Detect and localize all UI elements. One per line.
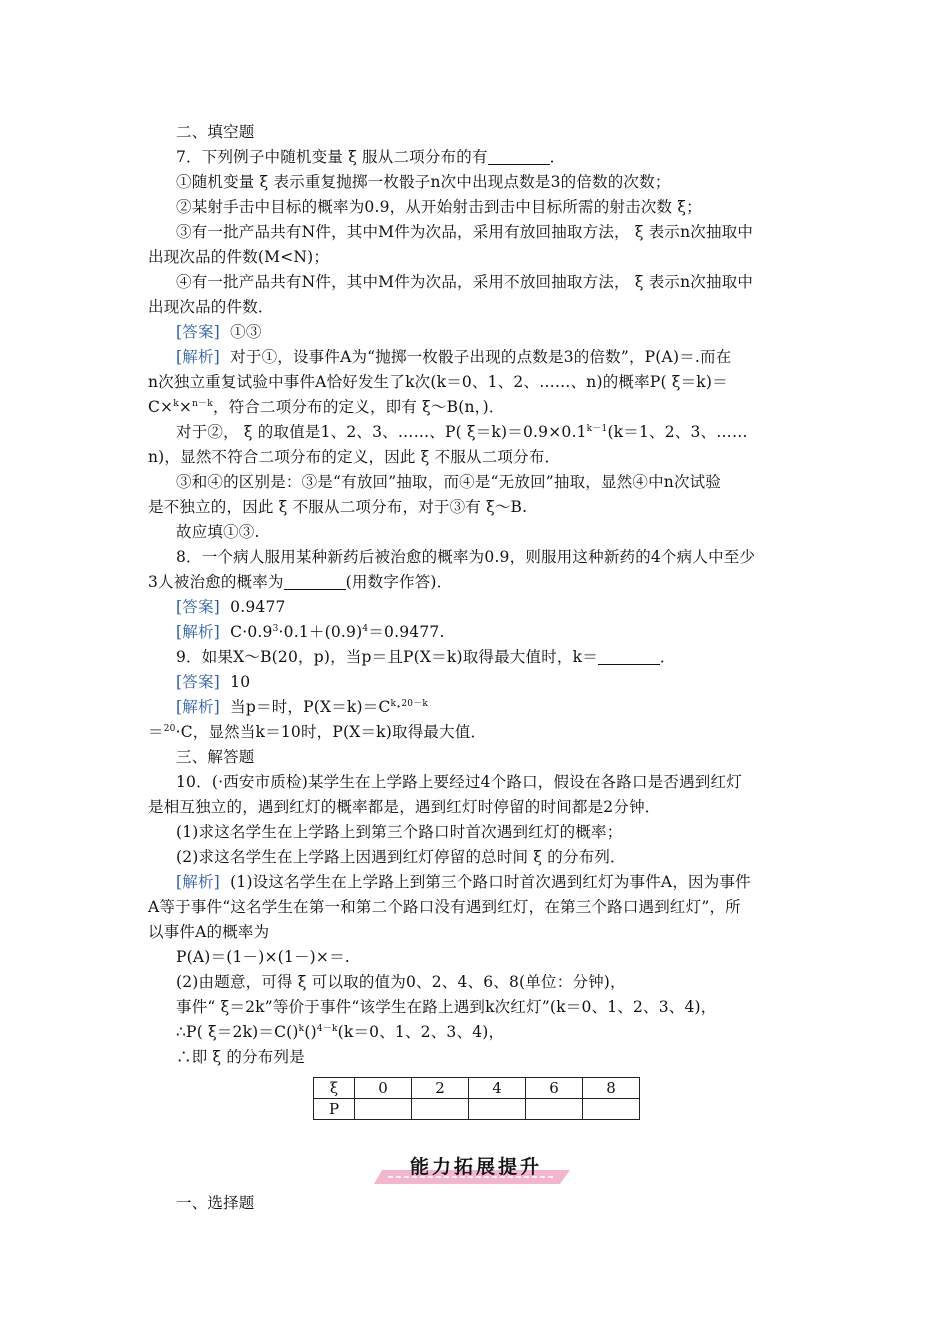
banner-title: 能力拓展提升 — [409, 1156, 542, 1178]
analysis-7-line-1: [解析] 对于①，设事件A为“抛掷一枚骰子出现的点数是3的倍数”，P(A)＝.而在 — [176, 348, 732, 366]
answer-blank — [488, 150, 550, 165]
answer-7: [答案] ①③ — [176, 323, 262, 341]
table-cell: ξ — [314, 1078, 355, 1099]
analysis-7-line-4: 对于②， ξ 的取值是1、2、3、……、P( $\xi=k)=0.9\times 0.1^{k-1}(k=1$、2、3、…… — [176, 423, 748, 441]
table-cell: 0 — [355, 1078, 412, 1099]
analysis-7-line-8: 故应填①③. — [176, 523, 260, 541]
analysis-10-line-1: [解析] (1)设这名学生在上学路上到第三个路口时首次遇到红灯为事件A，因为事件 — [176, 873, 751, 891]
option-3-line-1: ③有一批产品共有N件，其中M件为次品，采用有放回抽取方法， ξ 表示n次抽取中 — [176, 223, 754, 241]
question-10-line-1: 10．(·西安市质检)某学生在上学路上要经过4个路口，假设在各路口是否遇到红灯 — [176, 773, 742, 791]
analysis-8: [解析] $C\cdot 0.9^3\cdot 0.1+(0.9)^4=0.9477$. — [176, 623, 445, 641]
analysis-tag: [解析] — [176, 623, 220, 641]
option-4-line-2: 出现次品的件数． — [148, 298, 274, 316]
analysis-10-line-7: ∴P( ξ＝2k)＝C()$^k$()$^{4-k}$(k＝0、1、2、3、4)， — [176, 1023, 505, 1041]
analysis-10-line-5: (2)由题意，可得 ξ 可以取的值为0、2、4、6、8(单位：分钟)， — [176, 973, 626, 991]
question-10-part-1: (1)求这名学生在上学路上到第三个路口时首次遇到红灯的概率； — [176, 823, 623, 841]
question-10-line-2: 是相互独立的，遇到红灯的概率都是，遇到红灯时停留的时间都是2分钟． — [148, 798, 661, 816]
analysis-tag: [解析] — [176, 698, 220, 716]
analysis-9-line-1: [解析] 当p＝时，$P(X=k)=C^k\cdot^{20-k}$ — [176, 698, 429, 716]
answer-tag: [答案] — [176, 323, 220, 341]
analysis-7-line-5: n)，显然不符合二项分布的定义，因此 ξ 不服从二项分布． — [148, 448, 561, 466]
analysis-7-line-6: ③和④的区别是：③是“有放回”抽取，而④是“无放回”抽取，显然④中n次试验 — [176, 473, 722, 491]
section-heading-solve: 三、解答题 — [176, 748, 255, 766]
question-10-part-2: (2)求这名学生在上学路上因遇到红灯停留的总时间 ξ 的分布列． — [176, 848, 626, 866]
answer-tag: [答案] — [176, 673, 220, 691]
question-8-line-1: 8．一个病人服用某种新药后被治愈的概率为0.9，则服用这种新药的4个病人中至少 — [176, 548, 756, 566]
answer-tag: [答案] — [176, 598, 220, 616]
table-cell: 2 — [412, 1078, 469, 1099]
question-9: 9．如果X～B(20，p)，当p＝且P(X＝k)取得最大值时，k＝ ． — [176, 648, 676, 666]
table-cell — [469, 1099, 526, 1120]
table-cell: P — [314, 1099, 355, 1120]
analysis-7-line-3: C×$^k$×$^{n-k}$，符合二项分布的定义，即有 ξ～B(n，)． — [148, 398, 505, 416]
section-heading-choice: 一、选择题 — [176, 1194, 255, 1212]
distribution-table — [313, 1077, 640, 1120]
analysis-7-line-7: 是不独立的，因此 ξ 不服从二项分布，对于③有 ξ～B. — [148, 498, 528, 516]
table-cell — [583, 1099, 640, 1120]
option-4-line-1: ④有一批产品共有N件，其中M件为次品，采用不放回抽取方法， ξ 表示n次抽取中 — [176, 273, 754, 291]
table-row — [314, 1099, 640, 1120]
analysis-7-line-2: n次独立重复试验中事件A恰好发生了k次(k＝0、1、2、……、n)的概率P( ξ＝k)＝ — [148, 373, 728, 391]
analysis-10-line-8: ∴即 ξ 的分布列是 — [176, 1048, 305, 1066]
analysis-10-line-3: 以事件A的概率为 — [148, 923, 270, 941]
section-heading-fill-in: 二、填空题 — [176, 123, 255, 141]
analysis-10-line-2: A等于事件“这名学生在第一和第二个路口没有遇到红灯，在第三个路口遇到红灯”，所 — [148, 898, 741, 916]
table-cell: 4 — [469, 1078, 526, 1099]
option-3-line-2: 出现次品的件数(M<N)； — [148, 248, 330, 266]
analysis-tag: [解析] — [176, 873, 220, 891]
analysis-tag: [解析] — [176, 348, 220, 366]
table-cell: 6 — [526, 1078, 583, 1099]
section-banner — [374, 1148, 578, 1190]
answer-9: [答案] 10 — [176, 673, 251, 691]
analysis-10-line-4: P(A)＝(1－)×(1－)×＝. — [176, 948, 350, 966]
answer-8: [答案] 0.9477 — [176, 598, 286, 616]
table-cell — [412, 1099, 469, 1120]
analysis-10-line-6: 事件“ ξ＝2k”等价于事件“该学生在路上遇到k次红灯”(k＝0、1、2、3、4)， — [176, 998, 717, 1016]
analysis-9-line-2: ＝$^{20}$·C，显然当k＝10时，P(X＝k)取得最大值． — [148, 723, 487, 741]
table-cell: 8 — [583, 1078, 640, 1099]
answer-blank — [598, 650, 660, 665]
question-8-line-2: 3人被治愈的概率为 (用数字作答)． — [148, 573, 453, 591]
answer-blank — [284, 575, 346, 590]
question-7: 7．下列例子中随机变量 ξ 服从二项分布的有 ． — [176, 148, 566, 166]
table-cell — [355, 1099, 412, 1120]
table-cell — [526, 1099, 583, 1120]
table-row — [314, 1078, 640, 1099]
option-2: ②某射手击中目标的概率为0.9，从开始射击到击中目标所需的射击次数 ξ； — [176, 198, 702, 216]
option-1: ①随机变量 ξ 表示重复抛掷一枚骰子n次中出现点数是3的倍数的次数； — [176, 173, 671, 191]
